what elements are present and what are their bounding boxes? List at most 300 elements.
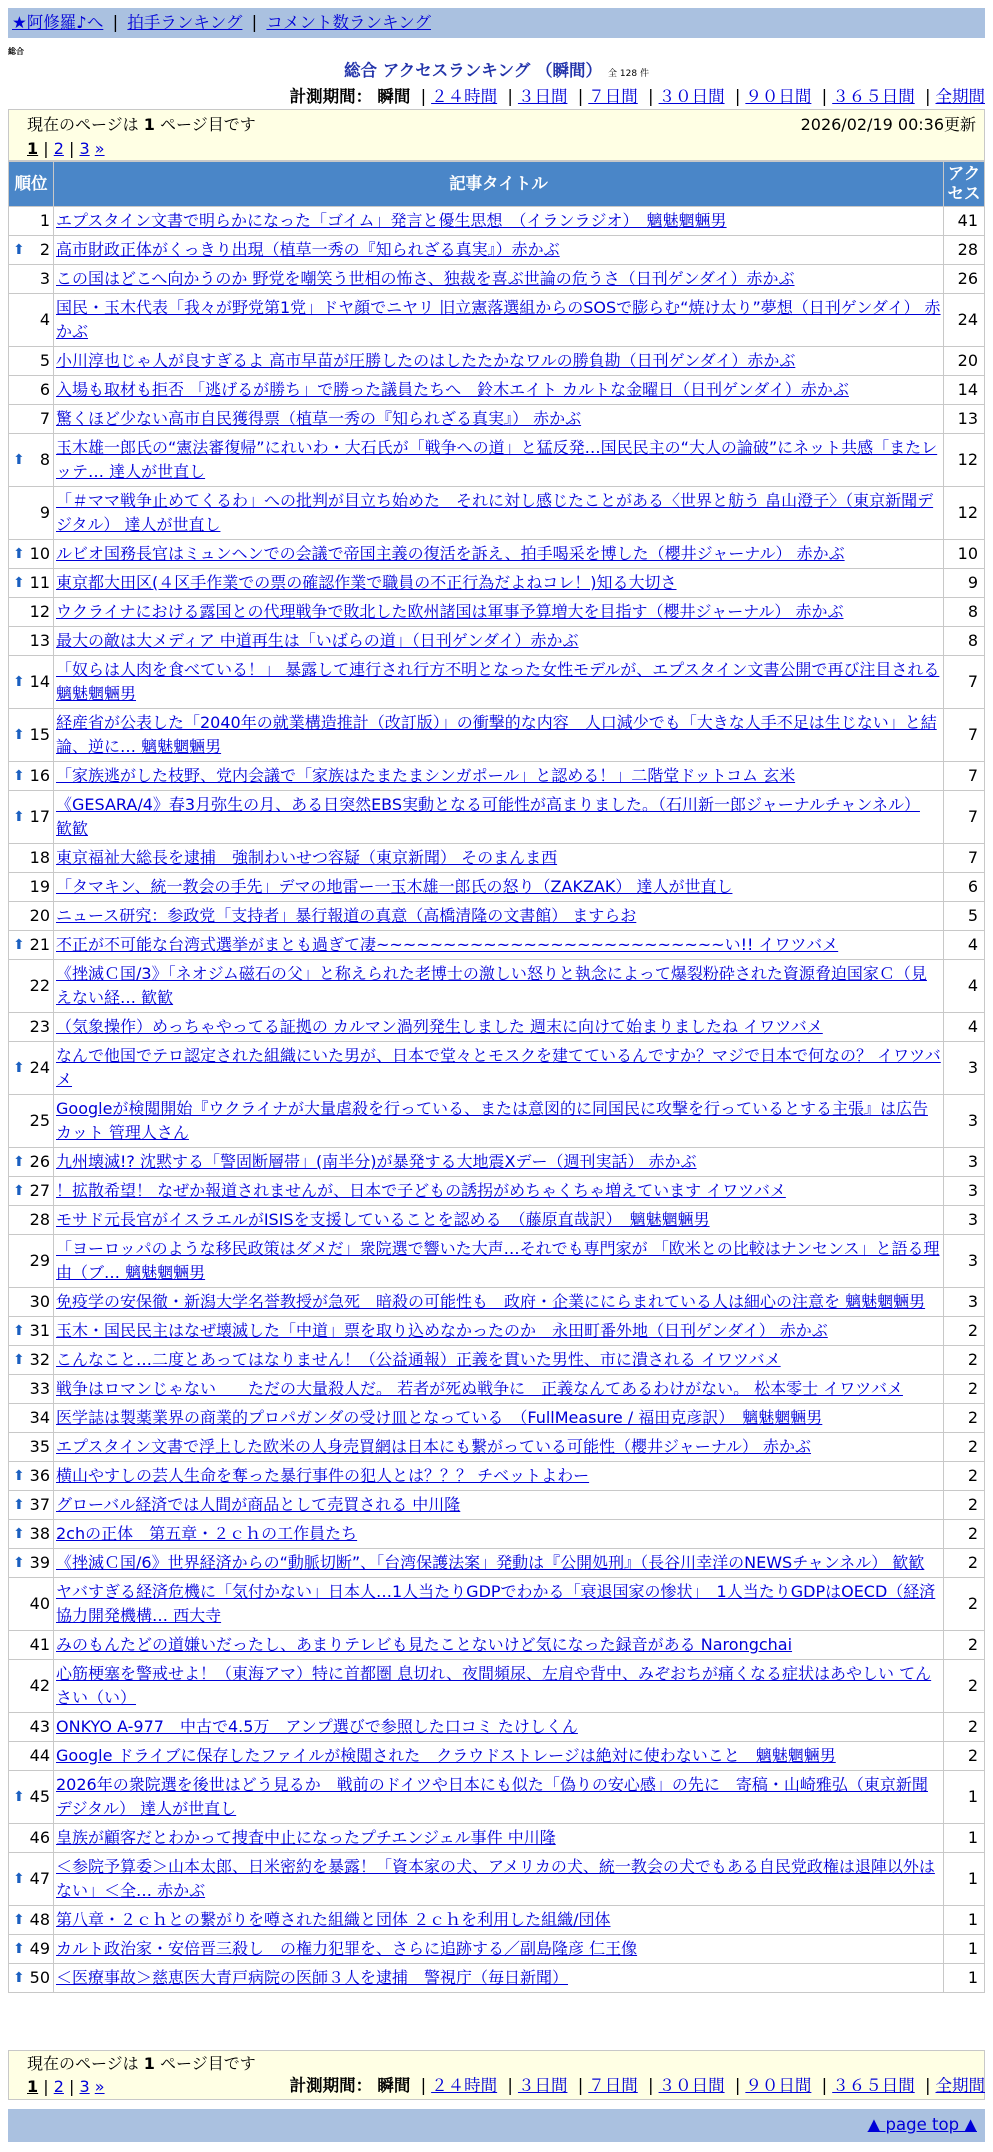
article-title-link[interactable]: ウクライナにおける露国との代理戦争で敗北した欧州諸国は軍事予算増大を目指す（櫻井ジャーナル） 赤かぶ	[56, 602, 844, 621]
rank-number: 35	[29, 1437, 50, 1456]
title-cell	[54, 347, 943, 375]
article-title-link[interactable]: 医学誌は製薬業界の商業的プロパガンダの受け皿となっている （FullMeasure / 福田克彦訳） 魑魅魍魎男	[56, 1408, 823, 1427]
title-cell	[54, 1935, 943, 1963]
period-link-all[interactable]: 全期間	[935, 87, 985, 106]
rank-cell	[9, 762, 53, 790]
access-count: 2	[944, 1549, 984, 1577]
table-row	[9, 762, 984, 790]
title-cell	[54, 487, 943, 539]
access-count: 12	[944, 434, 984, 486]
rank-up-arrow-icon: ⬆	[13, 452, 25, 468]
title-cell	[54, 1660, 943, 1712]
table-row	[9, 1288, 984, 1316]
rank-number: 13	[29, 631, 50, 650]
title-cell	[54, 1964, 943, 1992]
title-cell	[54, 1713, 943, 1741]
article-title-link[interactable]: 2chの正体 第五章・２ｃｈの工作員たち	[56, 1524, 358, 1543]
article-title-link[interactable]: 「家族逃がした枝野、党内会議で「家族はたまたまシンガポール」と認める！」二階堂ドットコム 玄米	[56, 766, 796, 785]
category-label: 総合	[8, 47, 24, 56]
table-row	[9, 1824, 984, 1852]
title-cell	[54, 265, 943, 293]
article-title-link[interactable]: Google ドライブに保存したファイルが検閲された クラウドストレージは絶対に使わないこと 魑魅魍魎男	[56, 1746, 836, 1765]
article-title-link[interactable]: ヤバすぎる経済危機に「気付かない」日本人…1人当たりGDPでわかる「衰退国家の惨状」 1人当たりGDPはOECD（経済協力開発機構… 西大寺	[56, 1582, 936, 1625]
rank-cell	[9, 1462, 53, 1490]
table-row	[9, 709, 984, 761]
title-cell	[54, 1095, 943, 1147]
rank-up-arrow-icon: ⬆	[13, 1060, 25, 1076]
rank-cell	[9, 1404, 53, 1432]
rank-number: 25	[29, 1111, 50, 1130]
article-title-link[interactable]: ＜医療事故＞慈恵医大青戸病院の医師３人を逮捕 警視庁（毎日新聞）	[56, 1968, 569, 1987]
rank-cell	[9, 1013, 53, 1041]
article-title-link[interactable]: モサド元長官がイスラエルがISISを支援していることを認める （藤原直哉訳） 魑魅魍魎男	[56, 1210, 710, 1229]
article-title-link[interactable]: 2026年の衆院選を後世はどう見るか 戦前のドイツや日本にも似た「偽りの安心感」の先に 寄稿・山崎雅弘（東京新聞デジタル） 達人が世直し	[56, 1775, 928, 1818]
access-count: 7	[944, 709, 984, 761]
access-count: 3	[944, 1288, 984, 1316]
nav-separator: |	[251, 13, 258, 32]
rank-cell	[9, 1713, 53, 1741]
rank-cell	[9, 1935, 53, 1963]
title-cell	[54, 762, 943, 790]
access-count: 1	[944, 1906, 984, 1934]
period-label: 計測期間：	[289, 87, 373, 106]
table-row	[9, 931, 984, 959]
rank-up-arrow-icon: ⬆	[13, 1468, 25, 1484]
rank-number: 7	[39, 409, 50, 428]
article-title-link[interactable]: 《挫滅Ｃ国/3》「ネオジム磁石の父」と称えられた老博士の激しい怒りと執念によって爆裂粉砕された資源脅迫国家Ｃ（見えない経… 歓歓	[56, 964, 927, 1007]
rank-number: 41	[29, 1635, 50, 1654]
comment-ranking-link[interactable]: コメント数ランキング	[266, 13, 431, 32]
table-row	[9, 434, 984, 486]
access-count: 7	[944, 762, 984, 790]
rank-number: 29	[29, 1251, 50, 1270]
rank-up-arrow-icon: ⬆	[13, 1941, 25, 1957]
article-title-link[interactable]: 最大の敵は大メディア 中道再生は「いばらの道」（日刊ゲンダイ）赤かぶ	[56, 631, 579, 650]
table-row	[9, 902, 984, 930]
table-row	[9, 1578, 984, 1630]
title-cell	[54, 540, 943, 568]
rank-cell	[9, 873, 53, 901]
access-count: 9	[944, 569, 984, 597]
period-link-365d[interactable]: ３６５日間	[832, 87, 915, 106]
access-count: 2	[944, 1462, 984, 1490]
rank-cell	[9, 376, 53, 404]
article-title-link[interactable]: 経産省が公表した「2040年の就業構造推計（改訂版）」の衝撃的な内容 人口減少でも「大きな人手不足は生じない」と結論、逆に… 魑魅魍魎男	[56, 713, 937, 756]
table-row	[9, 1235, 984, 1287]
article-title-link[interactable]: ＜参院予算委＞山本太郎、日米密約を暴露！「資本家の犬、アメリカの犬、統一教会の犬でもある自民党政権は退陣以外はない」＜全… 赤かぶ	[56, 1857, 935, 1900]
rank-number: 24	[29, 1058, 50, 1077]
page-title: 総合 アクセスランキング （瞬間）	[344, 61, 603, 80]
title-cell	[54, 1404, 943, 1432]
rank-number: 48	[29, 1910, 50, 1929]
title-cell	[54, 656, 943, 708]
header-rank: 順位	[9, 162, 53, 206]
page-link-3[interactable]: 3	[79, 2077, 90, 2096]
rank-number: 19	[29, 877, 50, 896]
article-title-link[interactable]: 「＃ママ戦争止めてくるわ」への批判が目立ち始めた それに対し感じたことがある〈世界と舫う 畠山澄子〉（東京新聞デジタル） 達人が世直し	[56, 491, 934, 534]
table-row	[9, 487, 984, 539]
access-count: 2	[944, 1578, 984, 1630]
period-link-30d[interactable]: ３０日間	[658, 87, 725, 106]
article-title-link[interactable]: （気象操作）めっちゃやってる証拠の カルマン渦列発生しました 週末に向けて始まりましたね イワツバメ	[56, 1017, 823, 1036]
article-title-link[interactable]: こんなこと…二度とあってはなりません！（公益通報）正義を貫いた男性、市に潰される イワツバメ	[56, 1350, 781, 1369]
article-title-link[interactable]: みのもんたどの道嫌いだったし、あまりテレビも見たことないけど気になった録音がある Narongchai	[56, 1635, 793, 1654]
access-count: 1	[944, 1853, 984, 1905]
title-cell	[54, 1549, 943, 1577]
period-link-3d[interactable]: ３日間	[517, 87, 568, 106]
rank-cell	[9, 294, 53, 346]
rank-number: 27	[29, 1181, 50, 1200]
article-title-link[interactable]: ニュース研究：参政党「支持者」暴行報道の真意（高橋清隆の文書館） ますらお	[56, 906, 637, 925]
title-cell	[54, 1578, 943, 1630]
title-cell	[54, 1853, 943, 1905]
rank-cell	[9, 844, 53, 872]
rank-up-arrow-icon: ⬆	[13, 1183, 25, 1199]
rank-number: 6	[39, 380, 50, 399]
article-title-link[interactable]: Googleが検閲開始『ウクライナが大量虐殺を行っている、または意図的に同国民に攻撃を行っているとする主張』は広告カット 管理人さん	[56, 1099, 928, 1142]
rank-up-arrow-icon: ⬆	[13, 242, 25, 258]
access-count: 14	[944, 376, 984, 404]
rank-up-arrow-icon: ⬆	[13, 1323, 25, 1339]
table-row	[9, 791, 984, 843]
title-cell	[54, 434, 943, 486]
table-row	[9, 1013, 984, 1041]
access-count: 2	[944, 1660, 984, 1712]
title-cell	[54, 294, 943, 346]
rank-number: 1	[39, 211, 50, 230]
rank-number: 20	[29, 906, 50, 925]
article-title-link[interactable]: ONKYO A-977 中古で4.5万 アンプ選びで参照した口コミ たけしくん	[56, 1717, 578, 1736]
rank-up-arrow-icon: ⬆	[13, 575, 25, 591]
rank-number: 14	[29, 672, 50, 691]
title-cell	[54, 405, 943, 433]
title-cell	[54, 569, 943, 597]
rank-number: 22	[29, 976, 50, 995]
rank-cell	[9, 1042, 53, 1094]
article-title-link[interactable]: 《挫滅Ｃ国/6》世界経済からの“動脈切断”、「台湾保護法案」発動は『公開処刑』（長谷川幸洋のNEWSチャンネル） 歓歓	[56, 1553, 925, 1572]
access-count: 3	[944, 1095, 984, 1147]
rank-number: 49	[29, 1939, 50, 1958]
rank-cell	[9, 931, 53, 959]
title-cell	[54, 873, 943, 901]
page-links: 1 | 2 | 3 »	[27, 139, 105, 158]
article-title-link[interactable]: 「タマキン、統一教会の手先」デマの地雷ー一玉木雄一郎氏の怒り（ZAKZAK） 達人が世直し	[56, 877, 733, 896]
access-count: 4	[944, 960, 984, 1012]
access-count: 2	[944, 1375, 984, 1403]
table-row	[9, 569, 984, 597]
title-cell	[54, 931, 943, 959]
next-page-link[interactable]: »	[94, 139, 105, 158]
rank-cell	[9, 1906, 53, 1934]
title-cell	[54, 1491, 943, 1519]
rank-number: 26	[29, 1152, 50, 1171]
ranking-table	[8, 161, 985, 1993]
rank-number: 4	[39, 310, 50, 329]
article-title-link[interactable]: 心筋梗塞を警戒せよ！（東海アマ）特に首都圏 息切れ、夜間頻尿、左肩や背中、みぞおちが痛くなる症状はあやしい てんさい（い）	[56, 1664, 932, 1707]
article-title-link[interactable]: 横山やすしの芸人生命を奪った暴行事件の犯人とは？？？ チベットよわー	[56, 1466, 590, 1485]
access-count: 4	[944, 931, 984, 959]
access-count: 24	[944, 294, 984, 346]
access-count: 2	[944, 1631, 984, 1659]
rank-cell	[9, 902, 53, 930]
title-cell	[54, 902, 943, 930]
table-row	[9, 1404, 984, 1432]
title-cell	[54, 1346, 943, 1374]
title-cell	[54, 1771, 943, 1823]
rank-cell	[9, 709, 53, 761]
rank-up-arrow-icon: ⬆	[13, 1497, 25, 1513]
title-cell	[54, 1742, 943, 1770]
title-cell	[54, 598, 943, 626]
article-title-link[interactable]: カルト政治家・安倍晋三殺し の権力犯罪を、さらに追跡する／副島隆彦 仁王像	[56, 1939, 638, 1958]
rank-up-arrow-icon: ⬆	[13, 1970, 25, 1986]
article-title-link[interactable]: エプスタイン文書で明らかになった「ゴイム」発言と優生思想 （イランラジオ） 魑魅魍魎男	[56, 211, 727, 230]
article-title-link[interactable]: ルビオ国務長官はミュンヘンでの会議で帝国主義の復活を訴え、拍手喝采を博した（櫻井ジャーナル） 赤かぶ	[56, 544, 845, 563]
period-link-7d[interactable]: ７日間	[588, 2076, 638, 2095]
rank-number: 47	[29, 1869, 50, 1888]
title-cell	[54, 1375, 943, 1403]
period-link-24h[interactable]: ２４時間	[431, 87, 498, 106]
article-title-link[interactable]: エプスタイン文書で浮上した欧米の人身売買網は日本にも繋がっている可能性（櫻井ジャーナル） 赤かぶ	[56, 1437, 812, 1456]
title-cell	[54, 791, 943, 843]
rank-number: 21	[29, 935, 50, 954]
title-cell	[54, 1042, 943, 1094]
period-link-30d[interactable]: ３０日間	[658, 2076, 725, 2095]
table-header-row	[9, 162, 984, 206]
rank-cell	[9, 1549, 53, 1577]
access-count: 2	[944, 1346, 984, 1374]
rank-cell	[9, 960, 53, 1012]
period-current: 瞬間	[377, 2076, 411, 2095]
rank-number: 15	[29, 725, 50, 744]
period-selector-bottom: 計測期間： 瞬間 | ２４時間 | ３日間 | ７日間 | ３０日間 | ９０日間 | ３６５日間 | 全期間	[289, 2076, 985, 2095]
rank-number: 17	[29, 807, 50, 826]
access-count: 2	[944, 1491, 984, 1519]
title-cell	[54, 236, 943, 264]
table-row	[9, 1462, 984, 1490]
period-link-365d[interactable]: ３６５日間	[832, 2076, 915, 2095]
article-title-link[interactable]: 玉木雄一郎氏の“憲法審復帰”にれいわ・大石氏が「戦争への道」と猛反発…国民民主の“大人の論破”にネット共感「またレッテ… 達人が世直し	[56, 438, 938, 481]
access-count: 20	[944, 347, 984, 375]
table-row	[9, 844, 984, 872]
pager-top	[8, 109, 985, 161]
rank-cell	[9, 598, 53, 626]
period-link-90d[interactable]: ９０日間	[745, 2076, 812, 2095]
access-count: 3	[944, 1206, 984, 1234]
rank-number: 3	[39, 269, 50, 288]
access-count: 2	[944, 1404, 984, 1432]
access-count: 2	[944, 1713, 984, 1741]
access-count: 1	[944, 1964, 984, 1992]
rank-number: 18	[29, 848, 50, 867]
article-title-link[interactable]: 東京都大田区(４区手作業での票の確認作業で職員の不正行為だよねコレ！)知る大切さ	[56, 573, 677, 592]
article-title-link[interactable]: 国民・玉木代表「我々が野党第1党」ドヤ顔でニヤリ 旧立憲落選組からのSOSで膨らむ“焼け太り”夢想（日刊ゲンダイ） 赤かぶ	[56, 298, 941, 341]
ranking-table-body	[9, 207, 984, 1992]
table-row	[9, 1631, 984, 1659]
title-cell	[54, 960, 943, 1012]
table-row	[9, 1906, 984, 1934]
title-cell	[54, 1177, 943, 1205]
table-row	[9, 540, 984, 568]
rank-cell	[9, 207, 53, 235]
access-count: 2	[944, 1317, 984, 1345]
period-link-24h[interactable]: ２４時間	[431, 2076, 498, 2095]
rank-number: 39	[29, 1553, 50, 1572]
table-row	[9, 1935, 984, 1963]
access-count: 8	[944, 598, 984, 626]
table-row	[9, 1660, 984, 1712]
page-link-2[interactable]: 2	[53, 139, 64, 158]
table-row	[9, 294, 984, 346]
access-count: 3	[944, 1042, 984, 1094]
rank-cell	[9, 1631, 53, 1659]
table-row	[9, 376, 984, 404]
table-row	[9, 1095, 984, 1147]
title-cell	[54, 1235, 943, 1287]
rank-cell	[9, 1824, 53, 1852]
rank-number: 16	[29, 766, 50, 785]
home-link[interactable]: ★阿修羅♪へ	[12, 13, 104, 32]
rank-cell	[9, 1433, 53, 1461]
article-title-link[interactable]: この国はどこへ向かうのか 野党を嘲笑う世相の怖さ、独裁を喜ぶ世論の危うさ（日刊ゲンダイ）赤かぶ	[56, 269, 795, 288]
article-title-link[interactable]: 免疫学の安保徹・新潟大学名誉教授が急死 暗殺の可能性も 政府・企業ににらまれている人は細心の注意を 魑魅魍魎男	[56, 1292, 926, 1311]
access-count: 3	[944, 1235, 984, 1287]
article-title-link[interactable]: 《GESARA/4》春3月弥生の月、ある日突然EBS実動となる可能性が高まりました。（石川新一郎ジャーナルチャンネル） 歓歓	[56, 795, 920, 838]
rank-number: 33	[29, 1379, 50, 1398]
article-title-link[interactable]: 第八章・２ｃｈとの繋がりを噂された組織と団体 ２ｃｈを利用した組織/団体	[56, 1910, 611, 1929]
rank-number: 8	[39, 450, 50, 469]
access-count: 3	[944, 1177, 984, 1205]
rank-number: 2	[39, 240, 50, 259]
rank-cell	[9, 265, 53, 293]
next-page-link[interactable]: »	[94, 2077, 105, 2096]
rank-number: 30	[29, 1292, 50, 1311]
title-cell	[54, 1206, 943, 1234]
table-row	[9, 1346, 984, 1374]
article-title-link[interactable]: 「奴らは人肉を食べている！」 暴露して連行され行方不明となった女性モデルが、エプスタイン文書公開で再び注目される 魑魅魍魎男	[56, 660, 940, 703]
period-label: 計測期間：	[289, 2076, 373, 2095]
access-count: 2	[944, 1742, 984, 1770]
page-current: 1	[27, 139, 39, 158]
table-row	[9, 1433, 984, 1461]
rank-number: 42	[29, 1676, 50, 1695]
period-link-3d[interactable]: ３日間	[517, 2076, 568, 2095]
title-cell	[54, 1148, 943, 1176]
header-title: 記事タイトル	[54, 162, 943, 206]
page-top-link[interactable]: ▲ page top ▲	[867, 2115, 977, 2134]
rank-cell	[9, 1095, 53, 1147]
rank-number: 38	[29, 1524, 50, 1543]
article-title-link[interactable]: 入場も取材も拒否 「逃げるが勝ち」で勝った議員たちへ 鈴木エイト カルトな金曜日（日刊ゲンダイ）赤かぶ	[56, 380, 849, 399]
rank-cell	[9, 434, 53, 486]
top-nav-bar	[8, 8, 985, 38]
article-title-link[interactable]: 小川淳也じゃ人が良すぎるよ 高市早苗が圧勝したのはしたたかなワルの勝負勘（日刊ゲンダイ）赤かぶ	[56, 351, 796, 370]
current-page-text: 現在のページは 1 ページ目です	[27, 2054, 256, 2073]
page-link-3[interactable]: 3	[79, 139, 90, 158]
access-count: 5	[944, 902, 984, 930]
article-title-link[interactable]: 玉木・国民民主はなぜ壊滅した「中道」票を取り込めなかったのか 永田町番外地（日刊ゲンダイ） 赤かぶ	[56, 1321, 828, 1340]
rank-cell	[9, 1375, 53, 1403]
period-link-7d[interactable]: ７日間	[588, 87, 638, 106]
period-link-90d[interactable]: ９０日間	[745, 87, 812, 106]
rank-cell	[9, 540, 53, 568]
table-row	[9, 1713, 984, 1741]
rank-number: 50	[29, 1968, 50, 1987]
article-title-link[interactable]: 戦争はロマンじゃない ただの大量殺人だ。 若者が死ぬ戦争に 正義なんてあるわけがない。 松本零士 イワツバメ	[56, 1379, 903, 1398]
access-count: 26	[944, 265, 984, 293]
access-count: 7	[944, 791, 984, 843]
rank-number: 36	[29, 1466, 50, 1485]
table-row	[9, 347, 984, 375]
access-count: 4	[944, 1013, 984, 1041]
rank-cell	[9, 1853, 53, 1905]
access-count: 2	[944, 1433, 984, 1461]
article-title-link[interactable]: 九州壊滅!? 沈黙する「警固断層帯」(南半分)が暴発する大地震Xデー（週刊実話） 赤かぶ	[56, 1152, 697, 1171]
table-row	[9, 1491, 984, 1519]
rank-cell	[9, 1491, 53, 1519]
total-count: 全 128 件	[608, 69, 649, 79]
rank-cell	[9, 791, 53, 843]
title-cell	[54, 1013, 943, 1041]
article-title-link[interactable]: 高市財政正体がくっきり出現（植草一秀の『知られざる真実』）赤かぶ	[56, 240, 560, 259]
rank-cell	[9, 487, 53, 539]
article-title-link[interactable]: 東京福祉大総長を逮捕 強制わいせつ容疑（東京新聞） そのまんま西	[56, 848, 558, 867]
article-title-link[interactable]: ！拡散希望！ なぜか報道されませんが、日本で子どもの誘拐がめちゃくちゃ増えています イワツバメ	[56, 1181, 786, 1200]
table-row	[9, 1853, 984, 1905]
article-title-link[interactable]: グローバル経済では人間が商品として売買される 中川隆	[56, 1495, 461, 1514]
period-link-all[interactable]: 全期間	[935, 2076, 985, 2095]
article-title-link[interactable]: 驚くほど少ない高市自民獲得票（植草一秀の『知られざる真実』） 赤かぶ	[56, 409, 582, 428]
header-access: アクセス	[944, 162, 984, 206]
title-cell	[54, 1317, 943, 1345]
rank-cell	[9, 1660, 53, 1712]
article-title-link[interactable]: 「ヨーロッパのような移民政策はダメだ」衆院選で響いた大声…それでも専門家が 「欧米との比較はナンセンス」と語る理由（ブ… 魑魅魍魎男	[56, 1239, 940, 1282]
rank-number: 40	[29, 1594, 50, 1613]
rank-number: 11	[29, 573, 50, 592]
rank-cell	[9, 1235, 53, 1287]
access-count: 7	[944, 844, 984, 872]
article-title-link[interactable]: 皇族が顧客だとわかって捜査中止になったプチエンジェル事件 中川隆	[56, 1828, 556, 1847]
table-row	[9, 1317, 984, 1345]
rank-cell	[9, 1771, 53, 1823]
rank-number: 45	[29, 1787, 50, 1806]
rank-number: 43	[29, 1717, 50, 1736]
nav-separator: |	[112, 13, 119, 32]
title-cell	[54, 1520, 943, 1548]
title-cell	[54, 1631, 943, 1659]
rank-up-arrow-icon: ⬆	[13, 1555, 25, 1571]
rank-number: 32	[29, 1350, 50, 1369]
article-title-link[interactable]: なんで他国でテロ認定された組織にいた男が、日本で堂々とモスクを建てているんですか？マジで日本で何なの？ イワツバメ	[56, 1046, 941, 1089]
page-link-2[interactable]: 2	[53, 2077, 64, 2096]
table-row	[9, 1375, 984, 1403]
rank-cell	[9, 627, 53, 655]
page-links: 1 | 2 | 3 »	[27, 2077, 105, 2096]
table-row	[9, 1520, 984, 1548]
table-row	[9, 1964, 984, 1992]
article-title-link[interactable]: 不正が不可能な台湾式選挙がまとも過ぎて凄~~~~~~~~~~~~~~~~~~~~~~~~~~い!! イワツバメ	[56, 935, 839, 954]
rank-cell	[9, 405, 53, 433]
rank-cell	[9, 236, 53, 264]
table-row	[9, 1771, 984, 1823]
current-page-text: 現在のページは 1 ページ目です	[27, 115, 256, 134]
applause-ranking-link[interactable]: 拍手ランキング	[127, 13, 243, 32]
table-row	[9, 1549, 984, 1577]
access-count: 8	[944, 627, 984, 655]
page-title-block	[0, 60, 993, 85]
access-count: 41	[944, 207, 984, 235]
rank-number: 10	[29, 544, 50, 563]
